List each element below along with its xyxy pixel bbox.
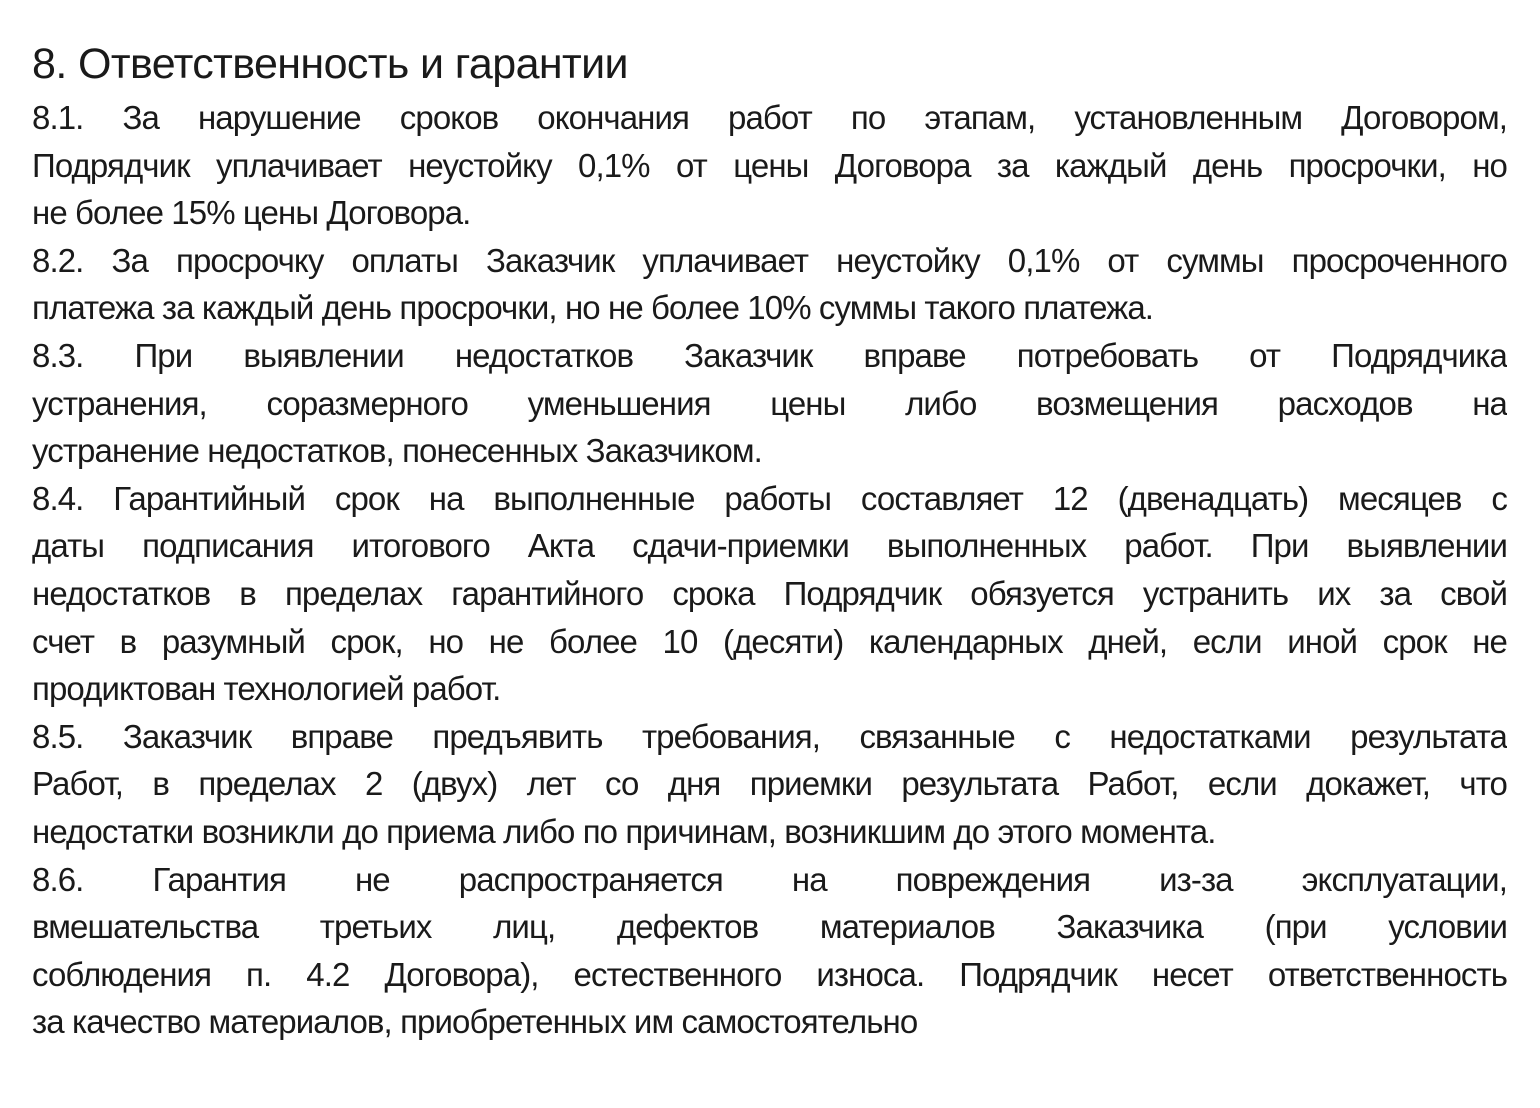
- clause-line: за качество материалов, приобретенных им самостоятельно: [32, 1003, 918, 1041]
- clause-line: даты подписания итогового Акта сдачи-приемки выполненных работ. При выявлении: [32, 527, 1507, 565]
- clause-line: Подрядчик уплачивает неустойку 0,1% от цены Договора за каждый день просрочки, но: [32, 146, 1507, 184]
- document-page: [32, 38, 1507, 1046]
- clause-line: не более 15% цены Договора.: [32, 194, 471, 232]
- clause-line: 8.2. За просрочку оплаты Заказчик уплачивает неустойку 0,1% от суммы просроченного: [32, 241, 1507, 279]
- clause-line: устранения, соразмерного уменьшения цены либо возмещения расходов на: [32, 384, 1507, 422]
- clause-line: 8.6. Гарантия не распространяется на повреждения из-за эксплуатации,: [32, 860, 1507, 898]
- clause-line: Работ, в пределах 2 (двух) лет со дня приемки результата Работ, если докажет, что: [32, 765, 1507, 803]
- clause-line: платежа за каждый день просрочки, но не более 10% суммы такого платежа.: [32, 289, 1154, 327]
- section-heading: 8. Ответственность и гарантии: [32, 40, 628, 88]
- clause-line: устранение недостатков, понесенных Заказчиком.: [32, 432, 762, 470]
- clause-8-4: [32, 475, 1507, 713]
- clause-8-2: [32, 237, 1507, 332]
- clause-line: вмешательства третьих лиц, дефектов материалов Заказчика (при условии: [32, 908, 1507, 946]
- clause-line: недостатки возникли до приема либо по причинам, возникшим до этого момента.: [32, 812, 1216, 850]
- clause-line: счет в разумный срок, но не более 10 (десяти) календарных дней, если иной срок не: [32, 622, 1507, 660]
- clause-8-1: [32, 94, 1507, 237]
- clause-line: недостатков в пределах гарантийного срока Подрядчик обязуется устранить их за свой: [32, 574, 1507, 612]
- clause-8-6: [32, 856, 1507, 1046]
- clause-line: 8.1. За нарушение сроков окончания работ по этапам, установленным Договором,: [32, 99, 1507, 136]
- clause-line: 8.4. Гарантийный срок на выполненные работы составляет 12 (двенадцать) месяцев с: [32, 479, 1507, 517]
- clause-line: продиктован технологией работ.: [32, 670, 501, 708]
- clause-8-5: [32, 713, 1507, 856]
- clause-line: 8.5. Заказчик вправе предъявить требования, связанные с недостатками результата: [32, 717, 1507, 755]
- clause-line: соблюдения п. 4.2 Договора), естественного износа. Подрядчик несет ответственность: [32, 955, 1507, 993]
- clause-8-3: [32, 332, 1507, 475]
- clause-line: 8.3. При выявлении недостатков Заказчик вправе потребовать от Подрядчика: [32, 336, 1507, 374]
